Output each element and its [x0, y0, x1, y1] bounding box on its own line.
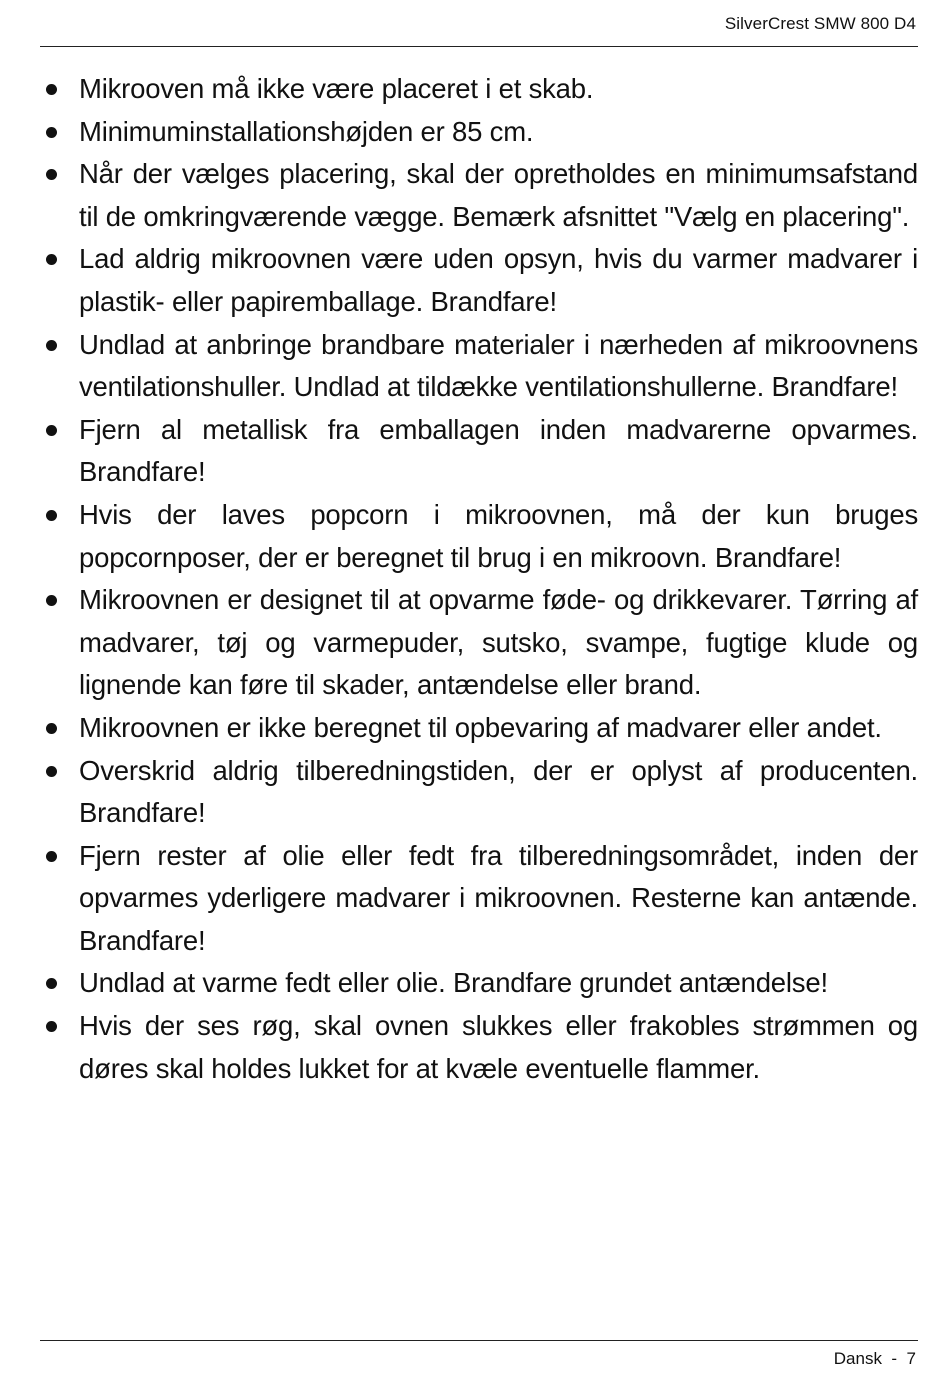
bullet-icon [46, 340, 57, 351]
list-item [40, 153, 918, 238]
page-footer [40, 1340, 918, 1368]
bullet-icon [46, 169, 57, 180]
list-item-text: Mikrooven må ikke være placeret i et skab. [79, 73, 594, 104]
list-item-text: Undlad at anbringe brandbare materialer i nærheden af mikroovnens ventilationshuller. Undlad at tildække ventilationshullerne. Brandfare! [79, 328, 918, 403]
bullet-icon [46, 723, 57, 734]
list-item-text: Mikroovnen er ikke beregnet til opbevaring af madvarer eller andet. [79, 711, 882, 743]
footer-separator: - [891, 1349, 898, 1368]
list-item-text: Lad aldrig mikroovnen være uden opsyn, hvis du varmer madvarer i plastik- eller papiremballage. Brandfare! [79, 243, 918, 317]
list-item-text: Når der vælges placering, skal der opretholdes en minimumsafstand til de omkringværende vægge. Bemærk afsnittet "Vælg en placering". [79, 158, 918, 232]
list-item [40, 111, 918, 154]
bullet-icon [46, 425, 57, 436]
list-item [40, 707, 918, 750]
list-item-text: Fjern rester af olie eller fedt fra tilberedningsområdet, inden der opvarmes yderligere madvarer i mikroovnen. Resterne kan antænde. Brandfare! [79, 839, 918, 956]
list-item [40, 750, 918, 835]
list-item [40, 579, 918, 707]
bullet-icon [46, 851, 57, 862]
footer-page-label [834, 1349, 916, 1369]
list-item [40, 324, 918, 409]
bullet-icon [46, 766, 57, 777]
safety-instructions [40, 68, 918, 1090]
footer-language: Dansk [833, 1349, 882, 1368]
list-item-text: Fjern al metallisk fra emballagen inden madvarerne opvarmes. Brandfare! [79, 413, 918, 488]
page-number: 7 [906, 1349, 916, 1368]
list-item [40, 835, 918, 963]
page-header [40, 0, 918, 47]
bullet-icon [46, 595, 57, 606]
list-item [40, 68, 918, 111]
bullet-list [40, 68, 918, 1090]
list-item-text: Undlad at varme fedt eller olie. Brandfare grundet antændelse! [79, 967, 828, 999]
list-item [40, 1005, 918, 1090]
bullet-icon [46, 510, 57, 521]
list-item-text: Hvis der ses røg, skal ovnen slukkes eller frakobles strømmen og døres skal holdes lukket for at kvæle eventuelle flammer. [79, 1010, 918, 1084]
bullet-icon [46, 84, 57, 95]
list-item [40, 494, 918, 579]
bullet-icon [46, 978, 57, 989]
bullet-icon [46, 254, 57, 265]
bullet-icon [46, 127, 57, 138]
header-title: SilverCrest SMW 800 D4 [724, 14, 916, 33]
list-item-text: Minimuminstallationshøjden er 85 cm. [79, 115, 534, 147]
list-item [40, 962, 918, 1005]
list-item [40, 238, 918, 323]
list-item [40, 409, 918, 494]
list-item-text: Overskrid aldrig tilberedningstiden, der er oplyst af producenten. Brandfare! [79, 754, 918, 829]
list-item-text: Mikroovnen er designet til at opvarme føde- og drikkevarer. Tørring af madvarer, tøj og varmepuder, sutsko, svampe, fugtige klude og lignende kan føre til skader, antændelse eller brand. [79, 584, 918, 701]
list-item-text: Hvis der laves popcorn i mikroovnen, må der kun bruges popcornposer, der er beregnet til brug i en mikroovn. Brandfare! [79, 498, 918, 573]
bullet-icon [46, 1021, 57, 1032]
